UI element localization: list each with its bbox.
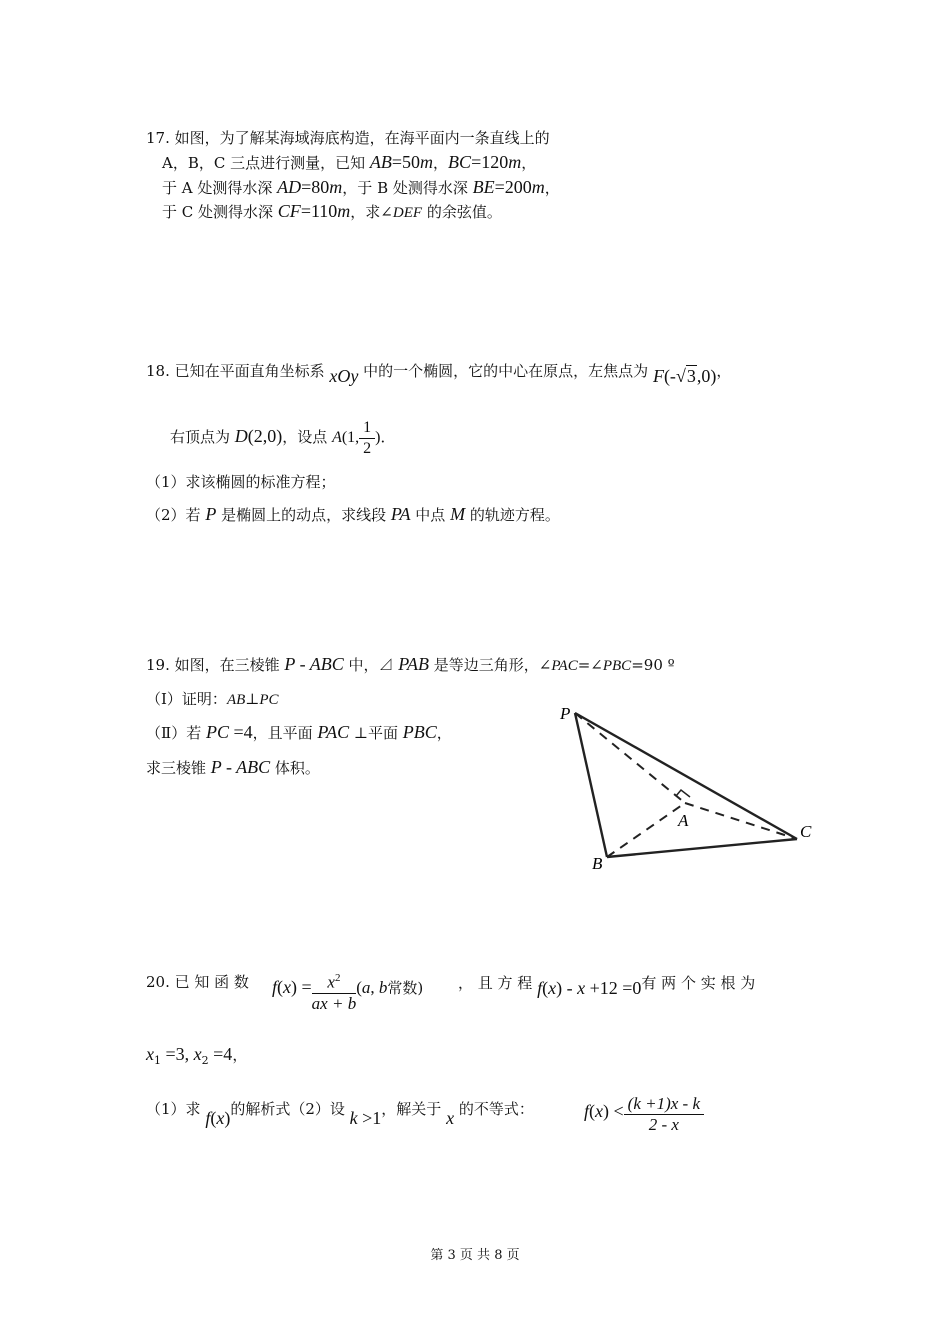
math: CF xyxy=(277,201,301,221)
math: x xyxy=(595,1100,604,1121)
text: 于 A 处测得水深 xyxy=(162,179,278,197)
math: PAC xyxy=(551,658,578,674)
text: 中，⊿ xyxy=(343,656,399,674)
vertex-label-b: B xyxy=(592,854,603,873)
text: ， xyxy=(716,362,732,380)
math: 2 xyxy=(334,972,341,984)
q17-line-4 xyxy=(162,201,502,223)
text: 求三棱锥 xyxy=(146,759,211,777)
text: 常数) xyxy=(387,978,424,997)
text: ， xyxy=(436,724,452,742)
math: M xyxy=(450,504,466,524)
q20-function-def xyxy=(272,968,423,1014)
text: 的解析式（2）设 xyxy=(230,1100,350,1118)
q19-part-1 xyxy=(146,689,279,710)
text: 有 两 个 实 根 为 xyxy=(641,974,756,992)
fraction xyxy=(359,418,375,459)
q17-line-2 xyxy=(162,152,536,173)
text: 于 C 处测得水深 xyxy=(162,203,278,221)
page-footer: 第 3 页 共 8 页 xyxy=(430,1248,520,1263)
numerator xyxy=(312,968,357,994)
q18-part-1: （1）求该椭圆的标准方程； xyxy=(146,473,336,491)
math: (2,0) xyxy=(247,426,283,446)
q17-line-1: 17. 如图，为了解某海域海底构造，在海平面内一条直线上的 xyxy=(146,129,550,147)
math: f xyxy=(272,976,278,997)
math: √3 xyxy=(675,366,696,386)
text: 的余弦值。 xyxy=(422,203,502,221)
math: 2 xyxy=(201,1054,209,1067)
math: PC xyxy=(259,692,279,708)
math: P xyxy=(205,504,217,524)
text: ， xyxy=(433,154,449,172)
math: =200 xyxy=(494,177,532,197)
math: (1, xyxy=(341,429,360,446)
text: ， xyxy=(232,1046,248,1064)
text: （Ⅰ）证明： xyxy=(146,690,227,708)
math: a xyxy=(361,977,371,997)
math: >1 xyxy=(357,1108,382,1128)
math: AB xyxy=(226,692,246,708)
numerator: (k +1)x - k xyxy=(624,1094,704,1115)
math: x xyxy=(146,1044,154,1064)
math: =4 xyxy=(228,722,253,742)
text: 中点 xyxy=(410,506,451,524)
edge-bc xyxy=(607,839,797,857)
math: F xyxy=(652,366,664,386)
text: 中的一个椭圆，它的中心在原点，左焦点为 xyxy=(358,362,653,380)
math: x xyxy=(283,976,292,997)
math: P - ABC xyxy=(210,757,271,777)
text: 的不等式： xyxy=(454,1100,534,1118)
math: x xyxy=(193,1044,202,1064)
math: 1 xyxy=(154,1054,161,1067)
vertex-label-p: P xyxy=(560,704,571,723)
math: x xyxy=(216,1108,225,1128)
text: 的轨迹方程。 xyxy=(465,506,560,524)
text: 是等边三角形，∠ xyxy=(428,656,552,674)
math: ) xyxy=(224,1108,231,1128)
math: ) = xyxy=(291,976,312,997)
text: ， xyxy=(521,154,537,172)
text: （2）若 xyxy=(146,506,206,524)
math: =120 xyxy=(471,152,509,172)
math: D xyxy=(234,426,248,446)
tetrahedron-figure xyxy=(550,695,850,880)
q20-label: 20. 已 知 函 数 xyxy=(146,973,249,991)
math: m xyxy=(508,152,522,172)
numerator: 1 xyxy=(359,418,375,439)
math: x xyxy=(548,978,557,998)
math: P - ABC xyxy=(284,654,344,674)
math: m xyxy=(531,177,545,197)
math: +12 =0 xyxy=(585,978,642,998)
math: ( xyxy=(277,976,284,997)
text: 18. 已知在平面直角坐标系 xyxy=(146,362,330,380)
math: PBC xyxy=(402,722,437,742)
text: A，B，C 三点进行测量，已知 xyxy=(162,154,370,172)
math: x xyxy=(446,1108,455,1128)
text: 是椭圆上的动点，求线段 xyxy=(216,506,391,524)
text: ，求∠ xyxy=(350,203,393,221)
text: =∠ xyxy=(577,656,603,674)
q19-part-2 xyxy=(146,722,452,743)
math: b xyxy=(378,977,388,997)
math: =80 xyxy=(301,177,330,197)
math: DEF xyxy=(392,205,423,221)
math: =50 xyxy=(391,152,421,172)
math: x xyxy=(327,972,335,992)
text: 体积。 xyxy=(270,759,320,777)
text: 19. 如图，在三棱锥 xyxy=(146,656,285,674)
math: PAC xyxy=(317,722,350,742)
vertex-label-a: A xyxy=(678,811,689,830)
math: (- xyxy=(663,366,676,386)
math: AB xyxy=(369,152,392,172)
q18-line-2 xyxy=(170,416,396,459)
math: 3 xyxy=(686,366,696,386)
math: ( xyxy=(356,977,362,997)
text: ，且平面 xyxy=(252,724,318,742)
math: PBC xyxy=(602,658,632,674)
q19-line-1 xyxy=(146,654,675,676)
text: 右顶点为 xyxy=(170,428,235,446)
math: ) xyxy=(375,429,381,446)
q20-roots xyxy=(146,1044,247,1071)
text: ，于 B 处测得水深 xyxy=(342,179,473,197)
math: f xyxy=(584,1100,590,1121)
math: xOy xyxy=(329,366,359,386)
math: ( xyxy=(589,1100,596,1121)
right-angle-mark xyxy=(676,790,690,797)
denominator: 2 - x xyxy=(648,1115,679,1134)
q17-line-3 xyxy=(162,177,560,198)
math: BE xyxy=(472,177,495,197)
math: ) < xyxy=(603,1100,624,1121)
math: PAB xyxy=(398,654,429,674)
math: ( xyxy=(542,978,549,998)
denominator: 2 xyxy=(363,439,372,457)
text: ⊥ xyxy=(245,690,260,708)
text: ⊥平面 xyxy=(349,724,403,742)
q18-part-2 xyxy=(146,504,560,525)
q19-part-3 xyxy=(146,757,320,778)
math: x xyxy=(577,978,586,998)
q20-part-1 xyxy=(146,1098,534,1128)
math: ( xyxy=(210,1108,217,1128)
math: m xyxy=(337,201,351,221)
math: k xyxy=(349,1108,358,1128)
math: AD xyxy=(277,177,302,197)
math: ) - xyxy=(556,978,578,998)
fraction xyxy=(624,1094,704,1135)
math: m xyxy=(329,177,343,197)
vertex-label-c: C xyxy=(800,822,812,841)
text: ． xyxy=(380,428,396,446)
math: BC xyxy=(448,152,472,172)
math: =3, xyxy=(161,1044,194,1064)
math: f xyxy=(205,1108,211,1128)
math: =110 xyxy=(300,201,338,221)
math: =4 xyxy=(208,1044,233,1064)
text: ， 且 方 程 xyxy=(458,974,538,992)
q20-equation-text xyxy=(458,972,756,998)
math: , xyxy=(370,977,379,997)
text: ，解关于 xyxy=(381,1100,447,1118)
q18-line-1 xyxy=(146,360,732,386)
math: PA xyxy=(390,504,411,524)
math: m xyxy=(420,152,434,172)
fraction xyxy=(312,968,357,1014)
q20-inequality xyxy=(584,1094,704,1135)
text: （1）求 xyxy=(146,1100,206,1118)
text: ， xyxy=(544,179,560,197)
math: ,0) xyxy=(696,366,717,386)
math: PC xyxy=(205,722,229,742)
denominator: ax + b xyxy=(311,993,357,1013)
text: =90 º xyxy=(631,656,675,674)
math: A xyxy=(332,429,342,446)
text: （Ⅱ）若 xyxy=(146,724,206,742)
edge-ab xyxy=(607,803,685,857)
text: ，设点 xyxy=(282,428,333,446)
math: f xyxy=(537,978,543,998)
